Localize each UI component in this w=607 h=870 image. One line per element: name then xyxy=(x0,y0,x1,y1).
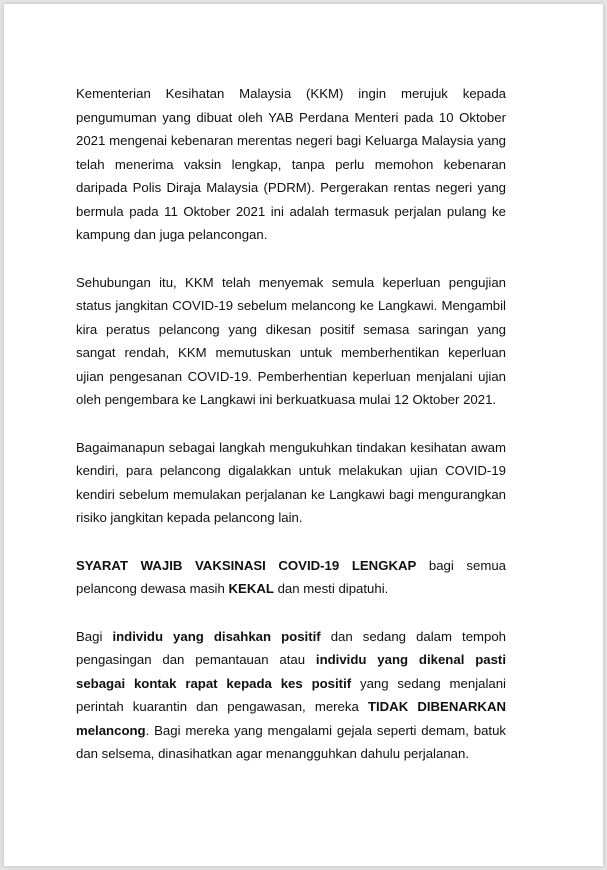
paragraph-text: Kementerian Kesihatan Malaysia (KKM) ingin merujuk kepada pengumuman yang dibuat oleh YAB Perdana Menteri pada 10 Oktober 2021 mengenai kebenaran merentas negeri bagi Keluarga Malaysia yang telah menerima vaksin lengkap, tanpa perlu memohon kebenaran daripada Polis Diraja Malaysia (PDRM). Pergerakan rentas negeri yang bermula pada 11 Oktober 2021 ini adalah termasuk perjalan pulang ke kampung dan juga pelancongan. xyxy=(76,86,506,242)
paragraph-testing-requirement xyxy=(76,271,506,412)
paragraph-text: Bagi xyxy=(76,628,113,644)
paragraph-vaccination-requirement xyxy=(76,554,506,601)
paragraph-text: yang sedang menjalani perintah kuarantin dan pengawasan, mereka xyxy=(76,675,506,714)
paragraph-text: dan sedang dalam tempoh pengasingan dan pemantauan atau xyxy=(76,628,507,667)
emphasis-text: TIDAK DIBENARKAN melancong xyxy=(76,699,506,738)
paragraph-announcement xyxy=(76,82,506,247)
paragraph-text: Sehubungan itu, KKM telah menyemak semula keperluan pengujian status jangkitan COVID-19 sebelum melancong ke Langkawi. Mengambil kira peratus pelancong yang dikesan positif semasa saringan yang sangat rendah, KKM memutuskan untuk memberhentikan keperluan ujian pengesanan COVID-19. Pemberhentian keperluan menjalani ujian oleh pengembara ke Langkawi ini berkuatkuasa mulai 12 Oktober 2021. xyxy=(76,274,506,407)
paragraph-travel-restriction xyxy=(76,625,506,766)
emphasis-text: SYARAT WAJIB VAKSINASI COVID-19 LENGKAP xyxy=(76,557,417,573)
document-page xyxy=(4,4,603,866)
document-body xyxy=(76,82,506,790)
paragraph-text: bagi semua pelancong dewasa masih xyxy=(76,557,506,596)
paragraph-self-test-advice xyxy=(76,436,506,530)
paragraph-text: . Bagi mereka yang mengalami gejala seperti demam, batuk dan selsema, dinasihatkan agar menangguhkan dahulu perjalanan. xyxy=(76,722,506,761)
emphasis-text: individu yang disahkan positif xyxy=(112,628,321,644)
emphasis-text: KEKAL xyxy=(228,581,274,596)
paragraph-text: Bagaimanapun sebagai langkah mengukuhkan tindakan kesihatan awam kendiri, para pelancong digalakkan untuk melakukan ujian COVID-19 kendiri sebelum memulakan perjalanan ke Langkawi bagi mengurangkan risiko jangkitan kepada pelancong lain. xyxy=(76,439,506,525)
paragraph-text: dan mesti dipatuhi. xyxy=(273,581,389,596)
emphasis-text: individu yang dikenal pasti sebagai kontak rapat kepada kes positif xyxy=(76,652,506,691)
